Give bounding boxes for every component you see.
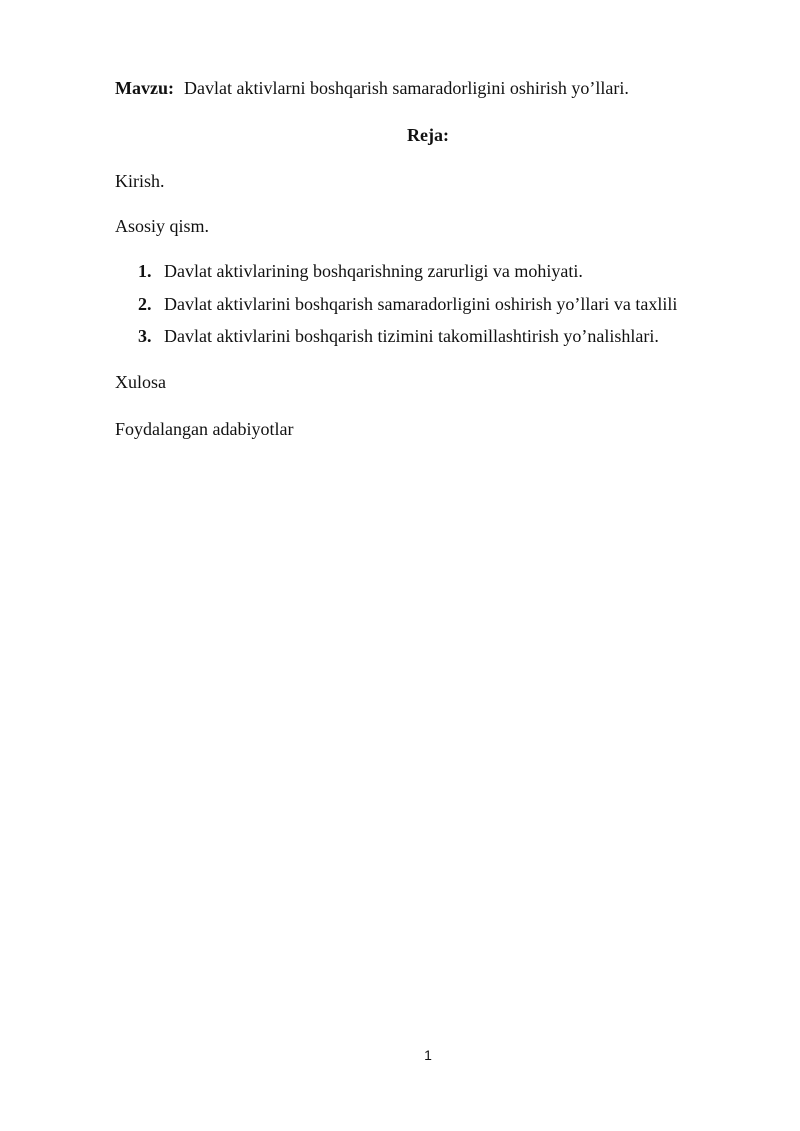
page-number: 1	[424, 1047, 432, 1063]
main-part-line: Asosiy qism.	[115, 216, 210, 236]
plan-list-item	[138, 293, 677, 315]
plan-item-number: 1.	[138, 261, 152, 281]
topic-line	[115, 77, 629, 99]
plan-list-item	[138, 260, 583, 282]
conclusion-line: Xulosa	[115, 372, 166, 392]
topic-label: Mavzu:	[115, 78, 174, 98]
topic-text: Davlat aktivlarni boshqarish samaradorligini oshirish yo’llari.	[183, 78, 629, 98]
plan-item-text: Davlat aktivlarini boshqarish tizimini takomillashtirish yo’nalishlari.	[164, 326, 659, 346]
plan-item-number: 3.	[138, 326, 152, 346]
plan-list-item	[138, 325, 659, 347]
plan-item-text: Davlat aktivlarini boshqarish samaradorligini oshirish yo’llari va taxlili	[164, 294, 678, 314]
plan-heading: Reja:	[407, 125, 449, 145]
plan-item-text: Davlat aktivlarining boshqarishning zarurligi va mohiyati.	[164, 261, 583, 281]
plan-item-number: 2.	[138, 294, 152, 314]
introduction-line: Kirish.	[115, 171, 165, 191]
references-line: Foydalangan adabiyotlar	[115, 419, 294, 439]
